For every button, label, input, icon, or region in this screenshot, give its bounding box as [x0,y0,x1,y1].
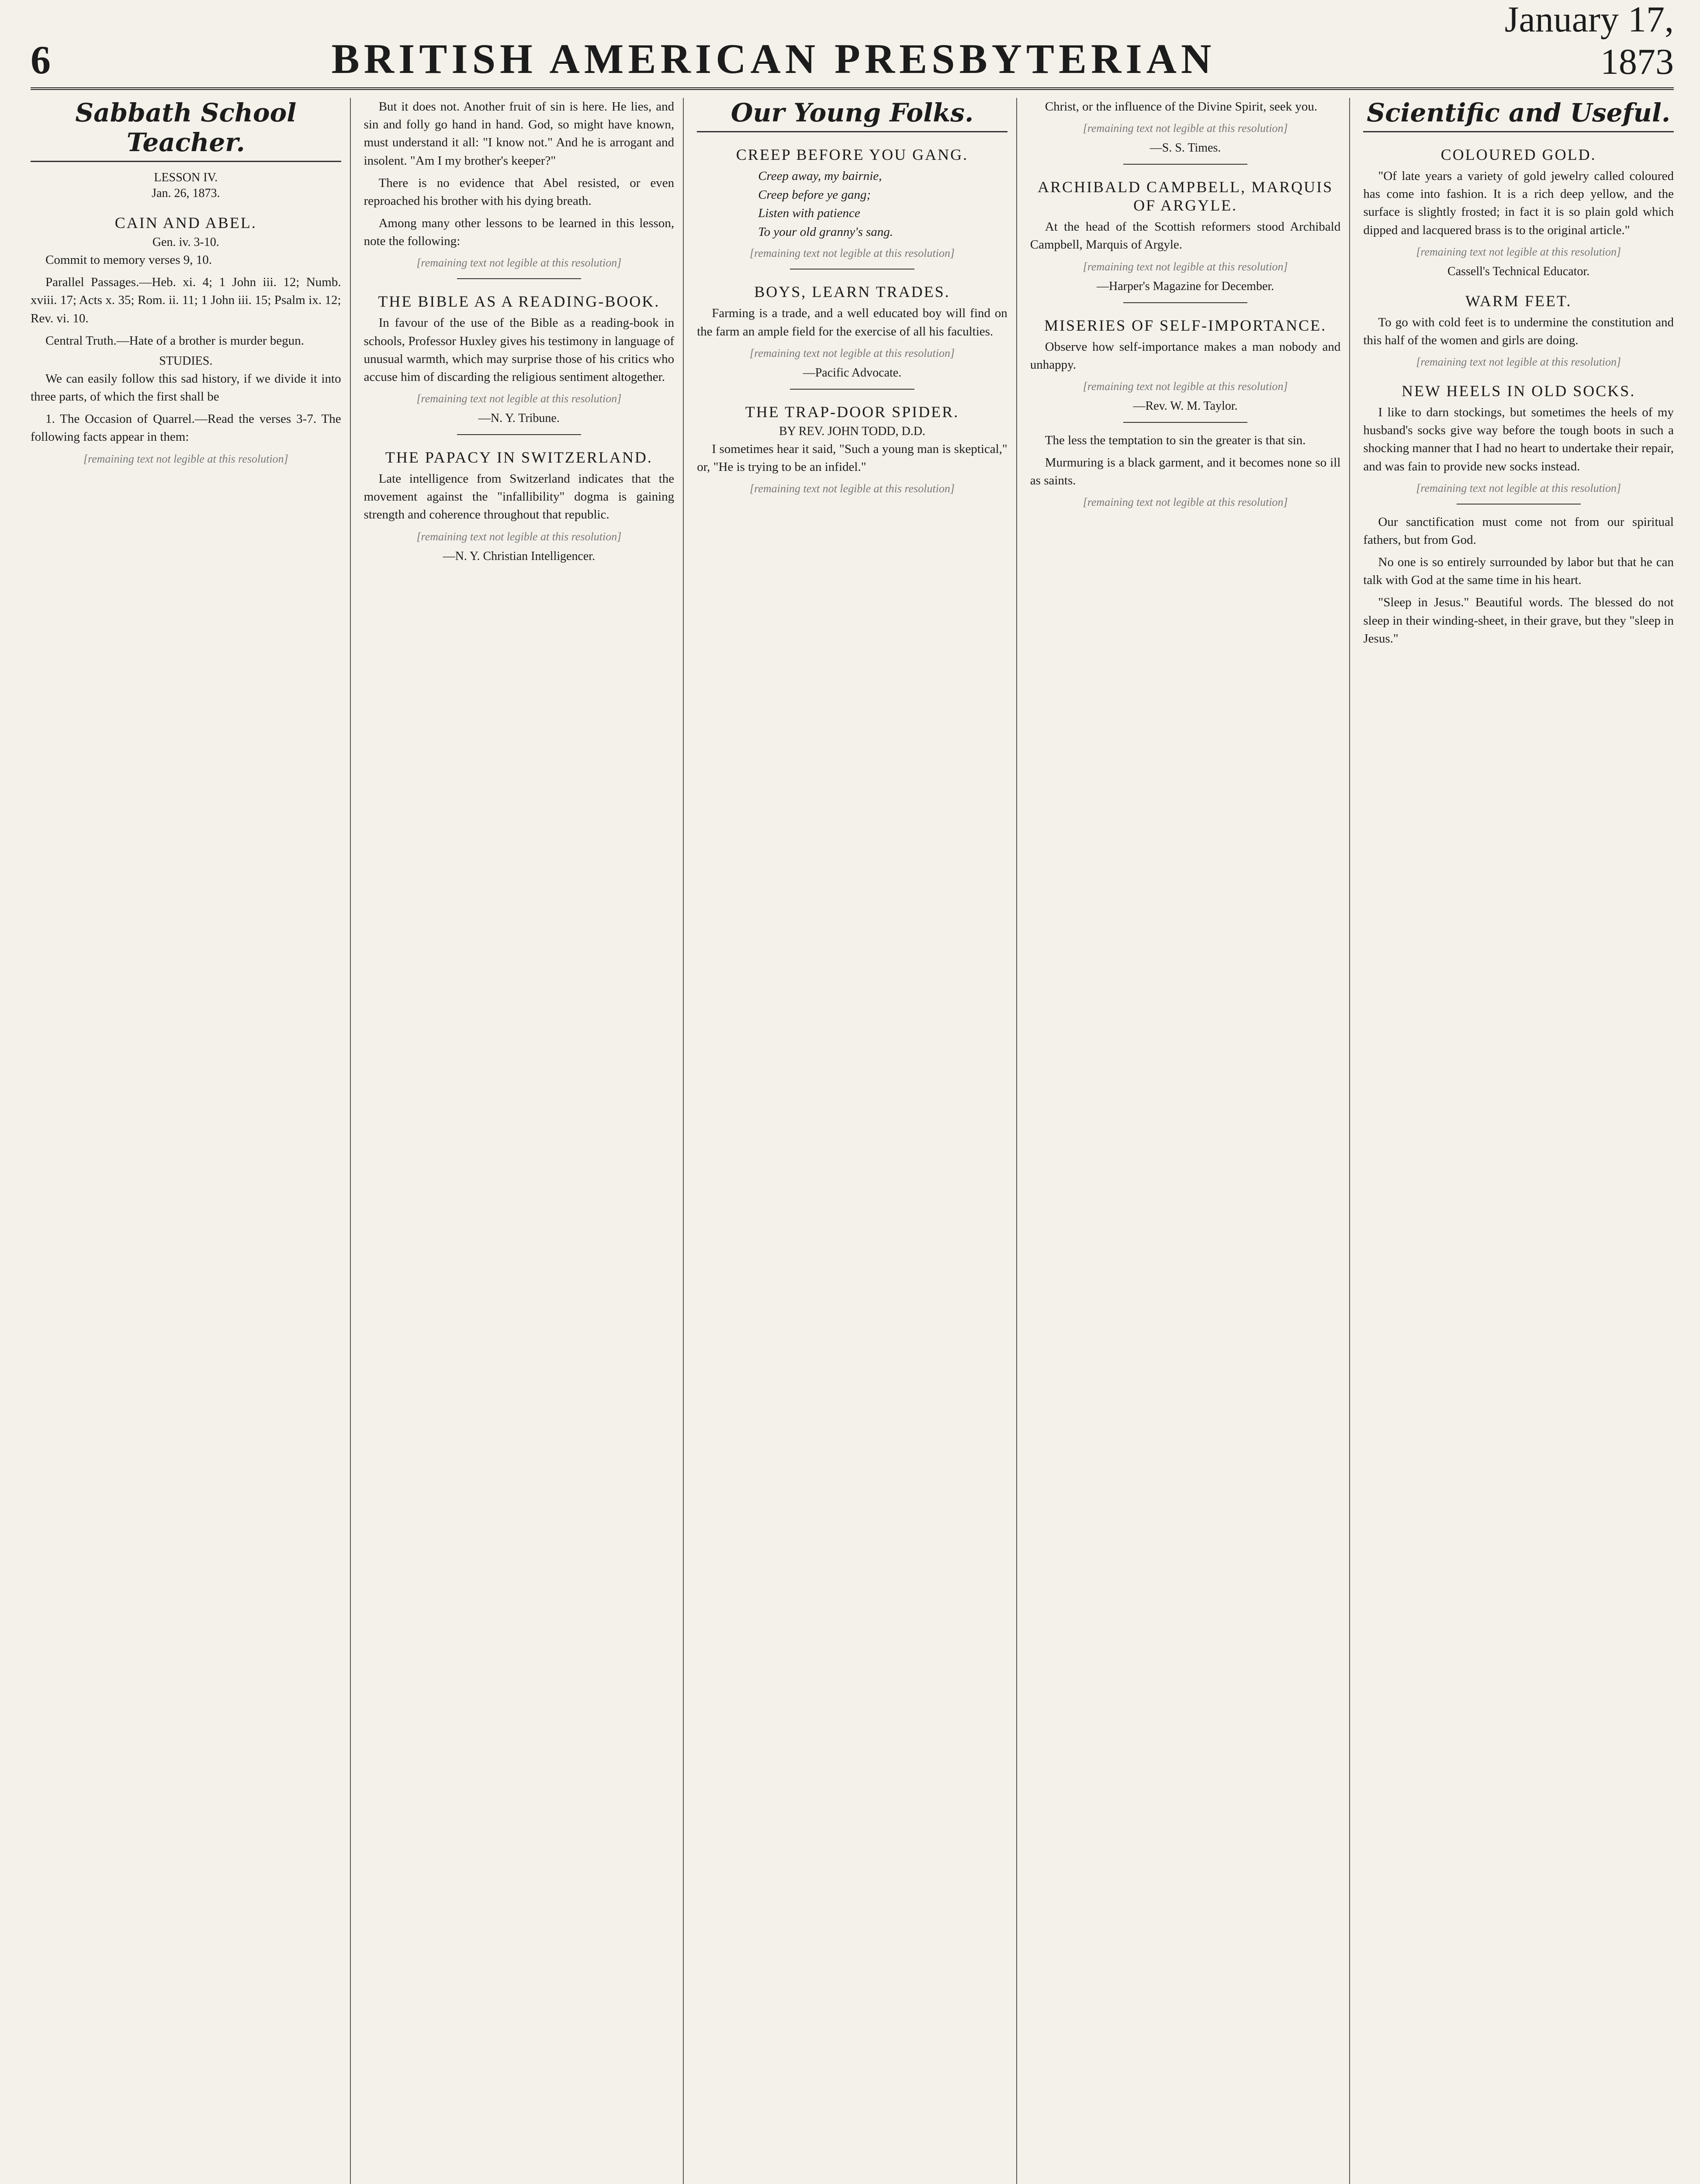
paragraph: In favour of the use of the Bible as a reading-book in schools, Professor Huxley gives his testimony in language of unusual warmth, which may surprise those of his critics who accuse him of discarding the religious sentiment altogether. [364,316,675,384]
illegible-text-note: [remaining text not legible at this resolution] [1083,496,1288,509]
article-source: —Pacific Advocate. [803,366,902,380]
paragraph: "Sleep in Jesus." Beautiful words. The blessed do not sleep in their winding-sheet, in their grave, but they "sleep in Jesus." [1363,595,1674,646]
column-1 [31,98,351,2184]
divider [1123,164,1247,165]
divider [457,278,581,279]
illegible-text-note: [remaining text not legible at this resolution] [1416,356,1621,369]
paragraph: Central Truth.—Hate of a brother is murder begun. [45,333,304,348]
column-5 [1363,98,1674,2184]
paragraph: No one is so entirely surrounded by labor but that he can talk with God at the same time in his heart. [1363,555,1674,587]
article-title: THE PAPACY IN SWITZERLAND. [385,449,653,467]
article-title: BOYS, LEARN TRADES. [754,283,950,301]
article-source: —Rev. W. M. Taylor. [1133,399,1238,413]
divider [1457,504,1581,505]
paragraph: There is no evidence that Abel resisted, or even reproached his brother with his dying breath. [364,176,675,208]
column-3 [697,98,1017,2184]
issue-date: January 17, 1873 [1504,0,1674,82]
divider [1123,422,1247,423]
column-4 [1030,98,1350,2184]
article-title: NEW HEELS IN OLD SOCKS. [1402,382,1636,400]
paragraph: "Of late years a variety of gold jewelry called coloured has come into fashion. It is a rich deep yellow, and the surface is slightly frosted; in fact it is so plain gold which dipped and lacquered brass is to the original article." [1363,169,1674,237]
lesson-date: Jan. 26, 1873. [152,187,220,200]
masthead [31,0,1674,90]
paragraph: Commit to memory verses 9, 10. [45,253,212,267]
illegible-text-note: [remaining text not legible at this resolution] [1083,122,1288,135]
article-title: CAIN AND ABEL. [114,214,257,232]
illegible-text-note: [remaining text not legible at this resolution] [750,346,955,359]
paragraph: Observe how self-importance makes a man nobody and unhappy. [1030,339,1341,372]
illegible-text-note: [remaining text not legible at this resolution] [83,452,288,465]
divider [790,269,914,270]
illegible-text-note: [remaining text not legible at this resolution] [416,392,622,405]
poem-title: CREEP BEFORE YOU GANG. [736,146,969,163]
article-title: WARM FEET. [1465,292,1572,310]
illegible-text-note: [remaining text not legible at this resolution] [416,256,622,270]
paragraph: To go with cold feet is to undermine the constitution and this half of the women and girls are doing. [1363,315,1674,347]
column-2 [364,98,684,2184]
paragraph: Christ, or the influence of the Divine Spirit, seek you. [1045,100,1318,114]
article-title: ARCHIBALD CAMPBELL, MARQUIS OF ARGYLE. [1038,178,1333,214]
article-title: THE TRAP-DOOR SPIDER. [745,403,959,421]
illegible-text-note: [remaining text not legible at this resolution] [1083,380,1288,393]
illegible-text-note: [remaining text not legible at this resolution] [416,530,622,543]
paragraph: Our sanctification must come not from our spiritual fathers, but from God. [1363,515,1674,547]
page-number: 6 [31,38,51,82]
lesson-number: LESSON IV. [154,171,218,184]
article-source: —S. S. Times. [1149,141,1221,155]
paragraph: Among many other lessons to be learned in this lesson, note the following: [364,216,675,249]
columns [31,98,1674,2184]
paragraph: Late intelligence from Switzerland indicates that the movement against the "infallibility" dogma is gaining strength and coherence throughout that republic. [364,472,675,522]
illegible-text-note: [remaining text not legible at this resolution] [750,482,955,495]
illegible-text-note: [remaining text not legible at this resolution] [1416,481,1621,494]
section-heading: Scientific and Useful. [1363,98,1674,132]
poem-line: Creep before ye gang; [758,187,871,202]
scripture-reference: Gen. iv. 3-10. [152,235,219,249]
paragraph: Murmuring is a black garment, and it becomes none so ill as saints. [1030,456,1341,488]
section-heading: Sabbath School Teacher. [31,98,341,162]
illegible-text-note: [remaining text not legible at this resolution] [1416,245,1621,258]
paragraph: We can easily follow this sad history, if we divide it into three parts, of which the first shall be [31,371,341,404]
paragraph: Parallel Passages.—Heb. xi. 4; 1 John iii. 12; Numb. xviii. 17; Acts x. 35; Rom. ii. 11; 1 John iii. 15; Psalm ix. 12; Rev. vi. 10. [31,275,341,325]
paragraph: At the head of the Scottish reformers stood Archibald Campbell, Marquis of Argyle. [1030,220,1341,252]
byline: BY REV. JOHN TODD, D.D. [779,424,925,438]
paragraph: Farming is a trade, and a well educated boy will find on the farm an ample field for the exercise of all his faculties. [697,306,1008,339]
article-source: Cassell's Technical Educator. [1447,264,1590,278]
divider [1123,302,1247,303]
article-title: THE BIBLE AS A READING-BOOK. [378,293,660,311]
poem [697,167,1008,241]
illegible-text-note: [remaining text not legible at this resolution] [750,247,955,260]
paragraph: I sometimes hear it said, "Such a young man is skeptical," or, "He is trying to be an infidel." [697,442,1008,474]
section-heading: Our Young Folks. [697,98,1008,132]
article-title: COLOURED GOLD. [1440,146,1596,163]
article-source: —Harper's Magazine for December. [1096,279,1274,293]
divider [457,434,581,435]
paragraph: I like to darn stockings, but sometimes the heels of my husband's socks give way before the tough boots in such a shocking manner that I had no heart to undertake their repair, and was fain to provide new socks instead. [1363,405,1674,473]
subheading: STUDIES. [159,354,213,368]
newspaper-title: BRITISH AMERICAN PRESBYTERIAN [331,35,1216,82]
poem-line: To your old granny's sang. [758,225,893,239]
divider [790,389,914,390]
article-source: —N. Y. Tribune. [478,411,560,425]
paragraph: 1. The Occasion of Quarrel.—Read the verses 3-7. The following facts appear in them: [31,412,341,444]
paragraph: But it does not. Another fruit of sin is here. He lies, and sin and folly go hand in hand. God, so might have known, must understand it all: "I know not." And he is arrogant and insolent. "Am I my brother's keeper?" [364,100,675,168]
poem-line: Creep away, my bairnie, [758,169,882,183]
article-title: MISERIES OF SELF-IMPORTANCE. [1044,316,1327,334]
illegible-text-note: [remaining text not legible at this resolution] [1083,260,1288,273]
article-source: —N. Y. Christian Intelligencer. [443,549,596,563]
poem-line: Listen with patience [758,206,860,221]
paragraph: The less the temptation to sin the greater is that sin. [1045,433,1306,447]
